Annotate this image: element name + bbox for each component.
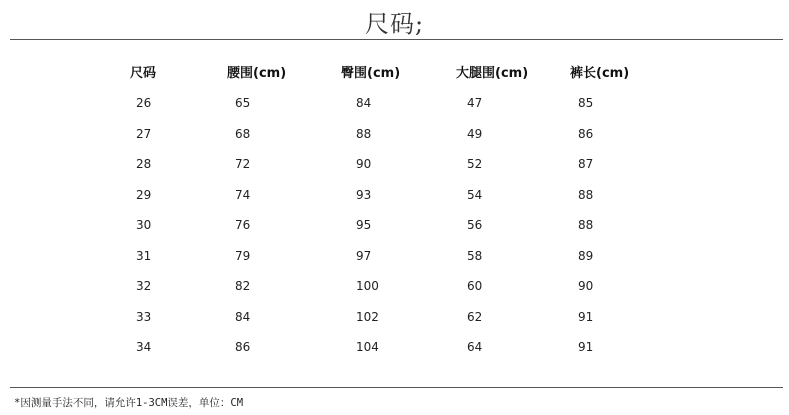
cell-hip: 102	[356, 309, 379, 324]
bottom-divider	[10, 387, 783, 388]
cell-size: 33	[136, 309, 152, 324]
cell-waist: 68	[235, 126, 251, 141]
cell-waist: 72	[235, 157, 251, 171]
cell-waist: 86	[235, 340, 251, 354]
cell-length: 87	[578, 157, 594, 171]
cell-waist: 65	[235, 96, 251, 110]
top-divider	[10, 39, 783, 40]
cell-size: 34	[136, 340, 152, 354]
cell-thigh: 54	[467, 187, 483, 202]
cell-size: 31	[136, 248, 152, 263]
cell-length: 86	[578, 126, 594, 141]
cell-waist: 79	[235, 248, 251, 263]
cell-size: 26	[136, 96, 152, 110]
cell-size: 30	[136, 218, 152, 232]
cell-size: 28	[136, 157, 152, 171]
header-waist: 腰围(cm)	[227, 66, 287, 81]
header-size: 尺码	[130, 66, 157, 81]
cell-thigh: 64	[467, 340, 483, 354]
header-hip: 臀围(cm)	[341, 66, 401, 81]
cell-length: 85	[578, 96, 594, 110]
cell-thigh: 60	[467, 279, 483, 293]
cell-length: 88	[578, 218, 594, 232]
cell-length: 89	[578, 248, 594, 263]
cell-length: 88	[578, 187, 594, 202]
cell-size: 29	[136, 187, 152, 202]
footnote: *因测量手法不同，请允许1-3CM误差，单位：CM	[14, 397, 244, 409]
cell-hip: 93	[356, 187, 372, 202]
cell-hip: 90	[356, 157, 372, 171]
cell-waist: 82	[235, 279, 251, 293]
cell-thigh: 49	[467, 126, 483, 141]
cell-length: 90	[578, 279, 594, 293]
cell-hip: 95	[356, 218, 372, 232]
page-title: 尺码;	[364, 10, 425, 38]
cell-size: 32	[136, 279, 152, 293]
header-length: 裤长(cm)	[570, 66, 630, 81]
cell-hip: 104	[356, 340, 379, 354]
cell-thigh: 47	[467, 96, 483, 110]
cell-waist: 84	[235, 309, 251, 324]
cell-hip: 84	[356, 96, 372, 110]
cell-waist: 74	[235, 187, 251, 202]
cell-waist: 76	[235, 218, 251, 232]
cell-thigh: 58	[467, 248, 483, 263]
cell-hip: 88	[356, 126, 372, 141]
cell-hip: 97	[356, 248, 372, 263]
cell-thigh: 62	[467, 309, 483, 324]
cell-size: 27	[136, 126, 152, 141]
cell-hip: 100	[356, 279, 379, 293]
size-table	[0, 62, 789, 372]
cell-thigh: 56	[467, 218, 483, 232]
cell-length: 91	[578, 309, 594, 324]
cell-thigh: 52	[467, 157, 483, 171]
cell-length: 91	[578, 340, 594, 354]
header-thigh: 大腿围(cm)	[456, 66, 529, 81]
